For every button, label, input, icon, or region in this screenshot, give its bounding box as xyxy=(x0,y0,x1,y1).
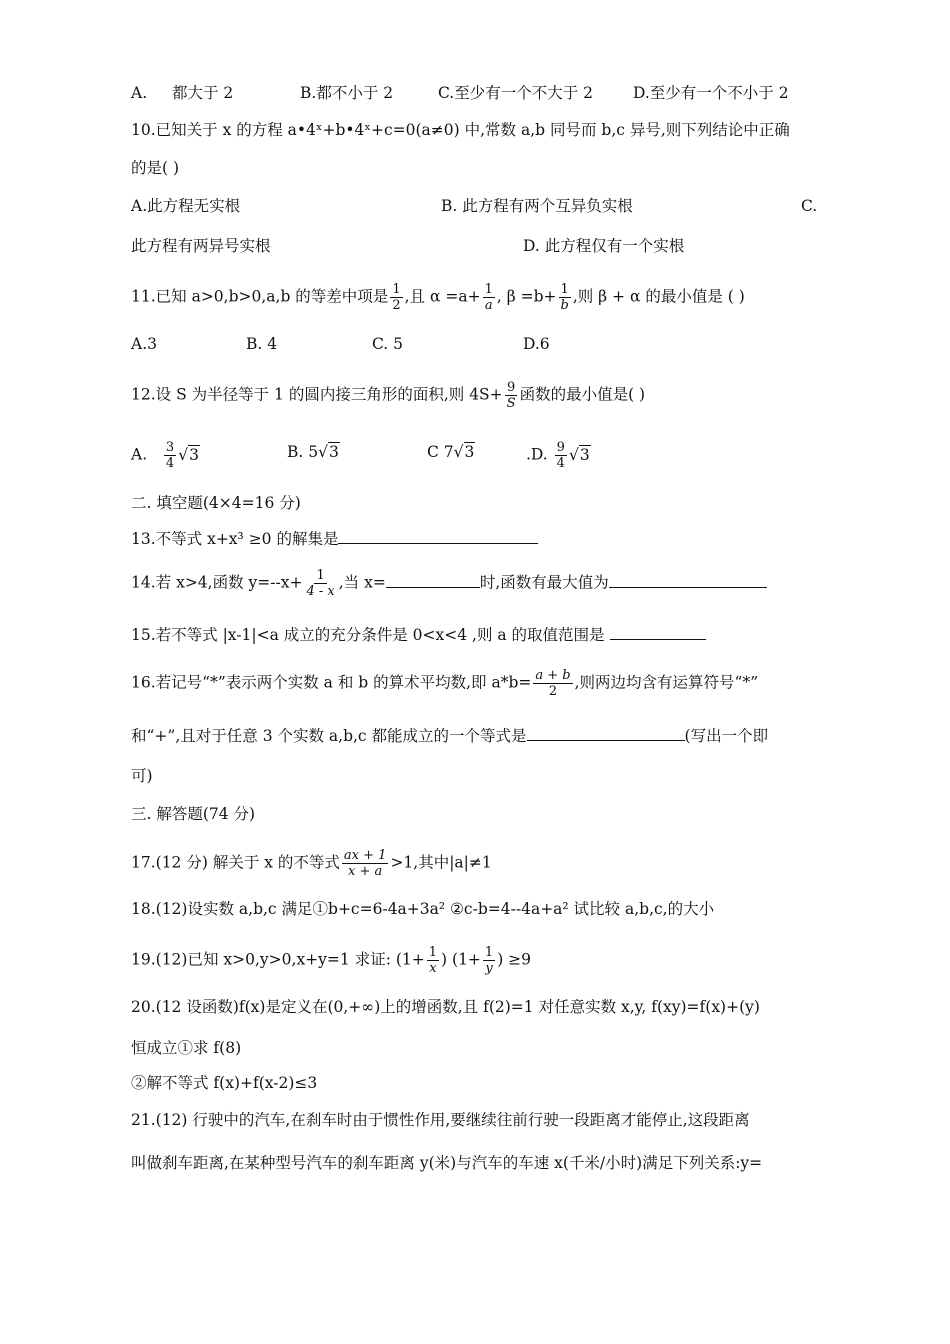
answer-blank xyxy=(610,625,706,640)
q17-fraction: $\frac{ax + 1}{x + a}$ xyxy=(343,848,387,879)
q14-question: 14.若 x>4,函数 y=--x+ $\frac{1}{4 - x}$ ,当 x= 时,函数有最大值为 xyxy=(131,568,767,599)
sqrt-symbol: √3 xyxy=(453,443,475,461)
q18-question: 18.(12)设实数 a,b,c 满足①b+c=6-4a+3a² ②c-b=4--4a+a² 试比较 a,b,c,的大小 xyxy=(131,900,715,918)
q9-option-b: B.都不小于 2 xyxy=(300,84,394,102)
q11-question: 11.已知 a>0,b>0,a,b 的等差中项是 $\frac{1}{2}$ ,且 α =a+ $\frac{1}{a}$ , β =b+ $\frac{1}{b}$ ,则 β + α 的最小值是 ( ) xyxy=(131,282,745,313)
answer-blank xyxy=(527,726,685,741)
sqrt-symbol: √3 xyxy=(568,445,590,464)
answer-blank xyxy=(338,529,538,544)
q15-question: 15.若不等式 |x-1|<a 成立的充分条件是 0<x<4 ,则 a 的取值范围是 xyxy=(131,625,706,645)
q10-option-c-label: C. xyxy=(801,197,818,215)
q16-question: 16.若记号“*”表示两个实数 a 和 b 的算术平均数,即 a*b= $\frac{a + b}{2}$ ,则两边均含有运算符号“*” xyxy=(131,668,759,699)
section2-heading: 二. 填空题(4×4=16 分) xyxy=(131,494,301,512)
q12-option-d: .D. $\frac{9}{4}$ √3 xyxy=(526,440,590,471)
sqrt-symbol: √3 xyxy=(318,443,339,461)
q10-option-a: A.此方程无实根 xyxy=(131,197,241,215)
q11-fraction-1-over-a: $\frac{1}{a}$ xyxy=(484,282,493,313)
q10-option-b: B. 此方程有两个互异负实根 xyxy=(441,197,633,215)
q11-option-c: C. 5 xyxy=(372,335,404,353)
q12-option-a: A. $\frac{3}{4}$ √3 xyxy=(131,440,199,471)
q20-line2: 恒成立①求 f(8) xyxy=(131,1039,242,1057)
section3-heading: 三. 解答题(74 分) xyxy=(131,805,256,823)
q9-option-a-label: A. xyxy=(131,84,148,102)
q20-line1: 20.(12 设函数)f(x)是定义在(0,+∞)上的增函数,且 f(2)=1 对任意实数 x,y, f(xy)=f(x)+(y) xyxy=(131,998,760,1016)
q11-fraction-1-over-b: $\frac{1}{b}$ xyxy=(560,282,569,313)
q10-line1: 10.已知关于 x 的方程 a•4ˣ+b•4ˣ+c=0(a≠0) 中,常数 a,b 同号而 b,c 异号,则下列结论中正确 xyxy=(131,121,790,139)
q11-option-b: B. 4 xyxy=(246,335,278,353)
q16-line2: 和“+”,且对于任意 3 个实数 a,b,c 都能成立的一个等式是 (写出一个即 xyxy=(131,727,769,745)
q11-fraction-half: $\frac{1}{2}$ xyxy=(392,282,401,313)
q10-option-d: D. 此方程仅有一个实根 xyxy=(523,237,685,255)
q17-question: 17.(12 分) 解关于 x 的不等式 $\frac{ax + 1}{x + a}$ >1,其中|a|≠1 xyxy=(131,848,492,879)
q12-option-c: C 7√3 xyxy=(427,443,475,461)
q12-question: 12.设 S 为半径等于 1 的圆内接三角形的面积,则 4S+ $\frac{9}{S}$ 函数的最小值是( ) xyxy=(131,380,646,411)
q12-option-b: B. 5√3 xyxy=(287,443,339,461)
q19-fraction-x: $\frac{1}{x}$ xyxy=(428,945,438,976)
answer-blank xyxy=(386,573,480,588)
q9-option-c: C.至少有一个不大于 2 xyxy=(438,84,594,102)
q11-option-a: A.3 xyxy=(131,335,157,353)
q20-line3: ②解不等式 f(x)+f(x-2)≤3 xyxy=(131,1074,318,1092)
q16-fraction: $\frac{a + b}{2}$ xyxy=(535,668,571,699)
q10-option-c-text: 此方程有两异号实根 xyxy=(131,237,271,255)
q10-line2: 的是( ) xyxy=(131,159,180,177)
q19-fraction-y: $\frac{1}{y}$ xyxy=(484,945,494,976)
answer-blank xyxy=(609,573,767,588)
sqrt-symbol: √3 xyxy=(178,445,199,464)
q19-question: 19.(12)已知 x>0,y>0,x+y=1 求证: (1+ $\frac{1}{x}$ ) (1+ $\frac{1}{y}$ ) ≥9 xyxy=(131,945,532,976)
q12-fraction-9-over-s: $\frac{9}{S}$ xyxy=(506,380,516,411)
q21-line1: 21.(12) 行驶中的汽车,在刹车时由于惯性作用,要继续往前行驶一段距离才能停止,这段距离 xyxy=(131,1111,750,1129)
q13-question: 13.不等式 x+x³ ≥0 的解集是 xyxy=(131,529,538,549)
q9-option-d: D.至少有一个不小于 2 xyxy=(633,84,789,102)
q9-option-a: 都大于 2 xyxy=(172,84,234,102)
q21-line2: 叫做刹车距离,在某种型号汽车的刹车距离 y(米)与汽车的车速 x(千米/小时)满足下列关系:y= xyxy=(131,1154,763,1172)
q16-line3: 可) xyxy=(131,767,153,785)
q14-fraction: $\frac{1}{4 - x}$ xyxy=(306,568,335,599)
q11-option-d: D.6 xyxy=(523,335,550,353)
